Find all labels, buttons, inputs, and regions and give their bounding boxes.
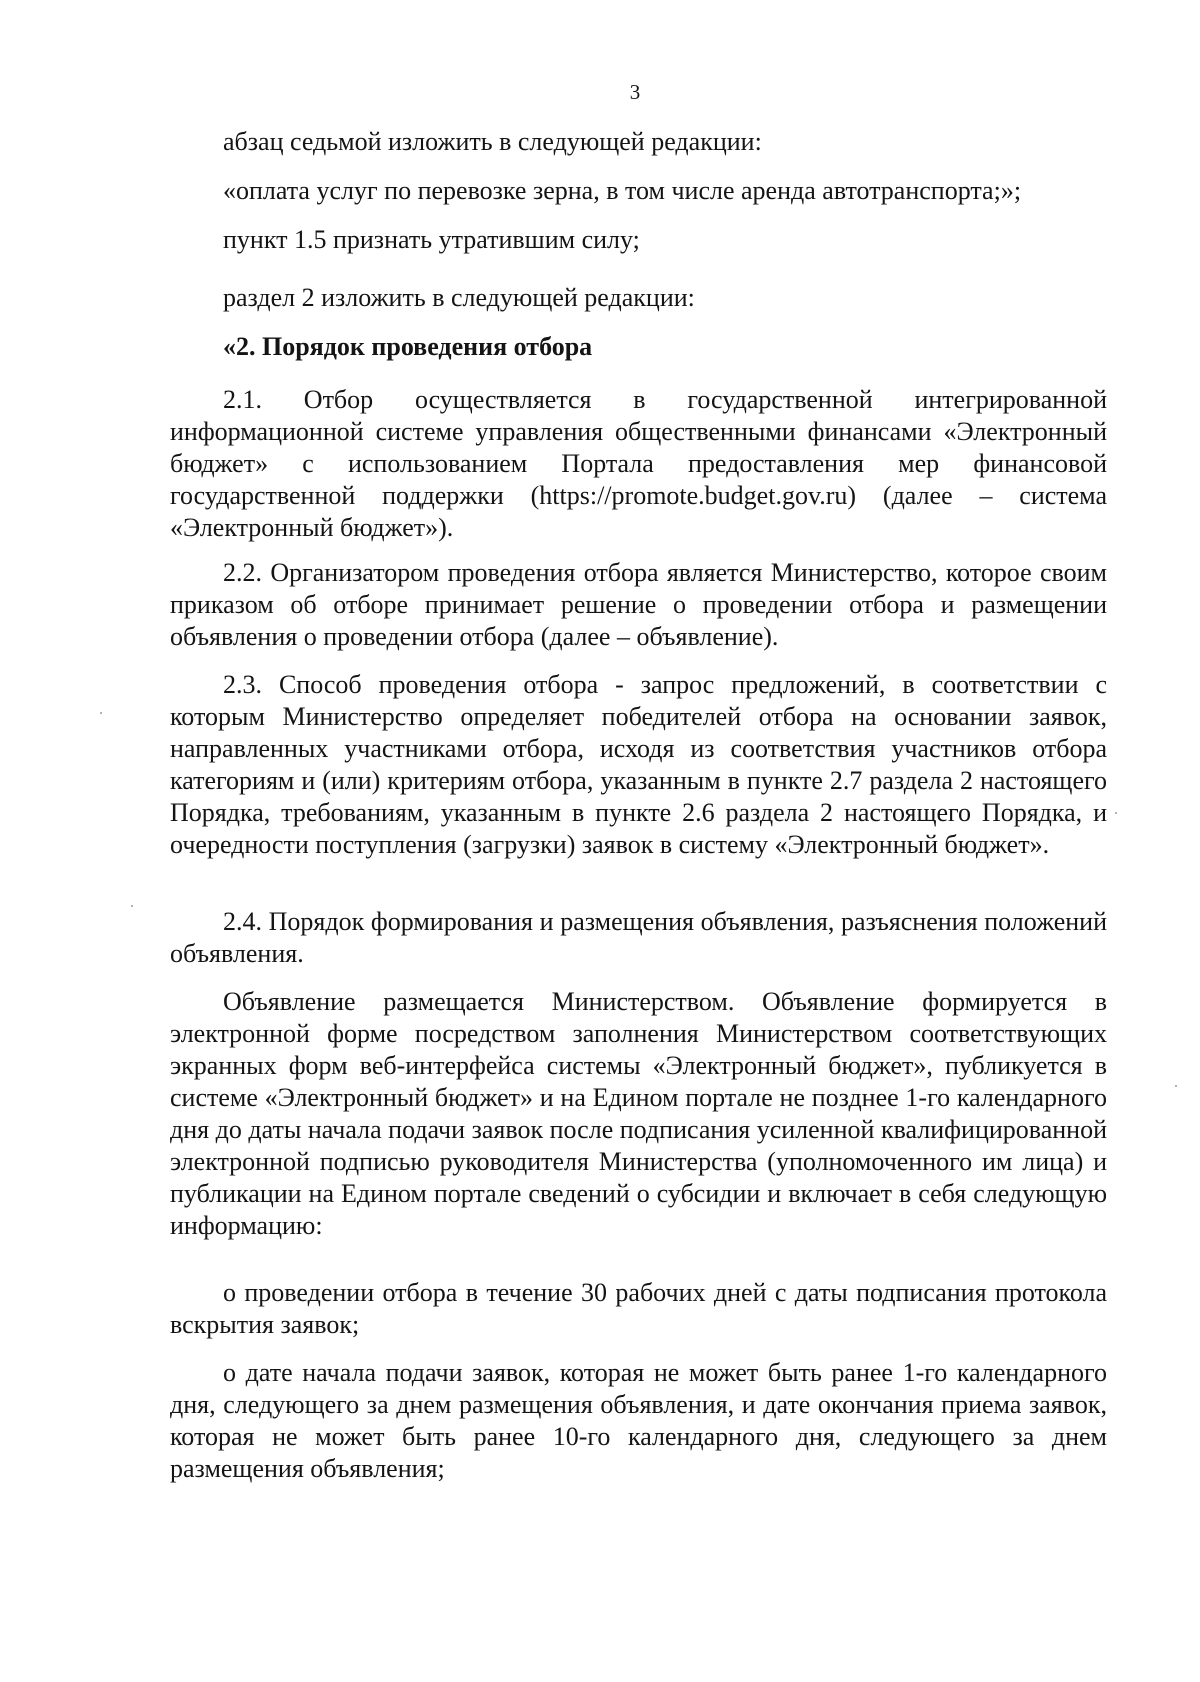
scan-speck	[1115, 812, 1117, 814]
paragraph-section-2: раздел 2 изложить в следующей редакции:	[223, 283, 695, 312]
page-number: 3	[629, 80, 641, 104]
paragraph-selection-period: о проведении отбора в течение 30 рабочих дней с даты подписания протокола вскрытия заявок;	[170, 1278, 1107, 1339]
paragraph-point-1-5: пункт 1.5 признать утратившим силу;	[223, 225, 640, 254]
paragraph-2-1: 2.1. Отбор осуществляется в государственной интегрированной информационной системе управления общественными финансами «Электронный бюджет» с использованием Портала предоставления мер финансовой государственной поддержки (https://promote.budget.gov.ru) (далее – система «Электронный бюджет»).	[170, 385, 1107, 542]
paragraph-amendment-seventh: абзац седьмой изложить в следующей редакции:	[223, 127, 762, 156]
paragraph-quoted-text: «оплата услуг по перевозке зерна, в том числе аренда автотранспорта;»;	[223, 176, 1022, 205]
paragraph-2-4: 2.4. Порядок формирования и размещения объявления, разъяснения положений объявления.	[170, 907, 1107, 968]
scan-speck	[131, 905, 133, 907]
paragraph-announcement: Объявление размещается Министерством. Объявление формируется в электронной форме посредством заполнения Министерством соответствующих экранных форм веб-интерфейса системы «Электронный бюджет», публикуется в системе «Электронный бюджет» и на Едином портале не позднее 1-го календарного дня до даты начала подачи заявок после подписания усиленной квалифицированной электронной подписью руководителя Министерства (уполномоченного им лица) и публикации на Едином портале сведений о субсидии и включает в себя следующую информацию:	[170, 987, 1107, 1240]
scan-speck	[100, 712, 102, 714]
paragraph-2-3: 2.3. Способ проведения отбора - запрос предложений, в соответствии с которым Министерство определяет победителей отбора на основании заявок, направленных участниками отбора, исходя из соответствия участников отбора категориям и (или) критериям отбора, указанным в пункте 2.7 раздела 2 настоящего Порядка, требованиям, указанным в пункте 2.6 раздела 2 настоящего Порядка, и очередности поступления (загрузки) заявок в систему «Электронный бюджет».	[170, 670, 1107, 859]
section-heading: «2. Порядок проведения отбора	[223, 332, 593, 361]
scan-speck	[1175, 1085, 1177, 1087]
paragraph-application-dates: о дате начала подачи заявок, которая не может быть ранее 1-го календарного дня, следующего за днем размещения объявления, и дате окончания приема заявок, которая не может быть ранее 10-го календарного дня, следующего за днем размещения объявления;	[170, 1358, 1107, 1483]
paragraph-2-2: 2.2. Организатором проведения отбора является Министерство, которое своим приказом об отборе принимает решение о проведении отбора и размещении объявления о проведении отбора (далее – объявление).	[170, 558, 1107, 651]
